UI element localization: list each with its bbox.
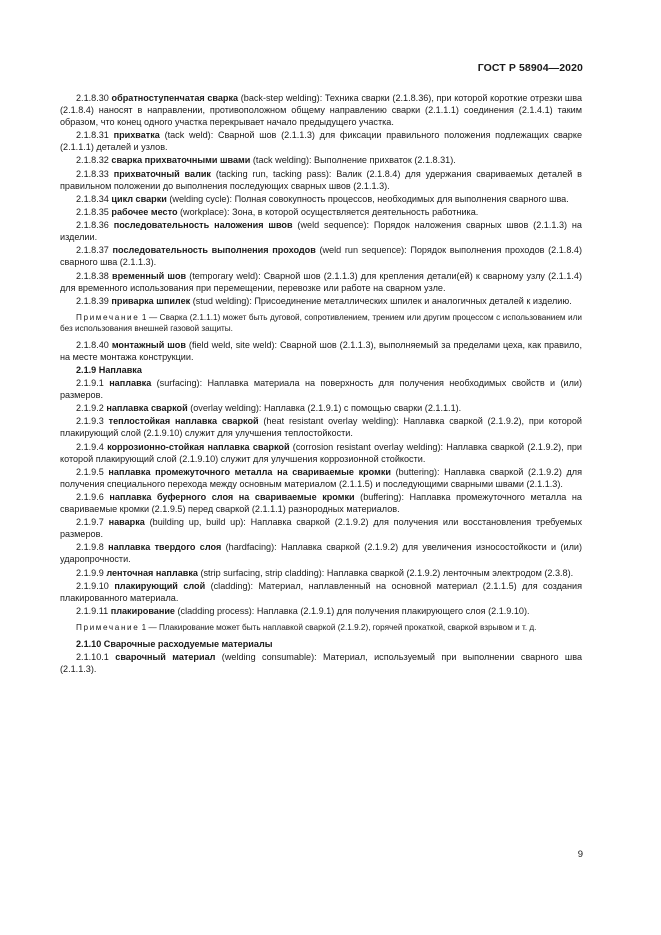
clause-number: 2.1.9.9: [76, 567, 104, 578]
term: последовательность наложения швов: [113, 220, 293, 231]
definition-text: (field weld, site weld): Сварной шов (2.1.1.3), выполняемый за пределами цеха, как правило, на месте монтажа конструкции.: [60, 339, 583, 362]
definition-paragraph: [60, 605, 582, 617]
definition-text: (workplace): Зона, в которой осуществляется деятельность работника.: [177, 206, 479, 217]
clause-number: 2.1.9.3: [76, 416, 104, 427]
note-paragraph: [60, 312, 582, 334]
clause-number: 2.1.9.7: [76, 517, 104, 528]
definition-paragraph: [60, 580, 582, 604]
term: плакирование: [110, 605, 175, 616]
definition-paragraph: [60, 339, 582, 363]
note-paragraph: [60, 622, 582, 633]
note-label: Примечание: [76, 312, 140, 322]
term: наплавка твердого слоя: [108, 542, 222, 553]
definition-paragraph: [60, 541, 582, 565]
term: рабочее место: [111, 206, 178, 217]
definition-text: (tacking run, tacking pass): Валик (2.1.8.4) для удержания свариваемых деталей в правильном положении до выполнения последующих сварных швов (2.1.1.3).: [60, 168, 582, 191]
term: теплостойкая наплавка сваркой: [108, 416, 259, 427]
term: сварочный материал: [115, 652, 216, 663]
clause-number: 2.1.8.40: [76, 339, 109, 350]
term: наплавка промежуточного металла на свариваемые кромки: [108, 466, 391, 477]
clause-number: 2.1.9.10: [76, 580, 109, 591]
clause-number: 2.1.9.5: [76, 466, 104, 477]
clause-number: 2.1.9.11: [76, 605, 109, 616]
clause-number: 2.1.8.30: [76, 93, 109, 103]
definition-paragraph: [60, 295, 582, 307]
definition-paragraph: [60, 441, 582, 465]
definition-text: (welding consumable): Материал, используемый при выполнении сварного шва (2.1.1.3).: [60, 652, 583, 675]
clause-number: 2.1.9.6: [76, 492, 104, 502]
definition-paragraph: [60, 168, 582, 192]
definition-paragraph: [60, 402, 582, 414]
term: прихваточный валик: [113, 168, 211, 179]
definition-paragraph: [60, 154, 582, 166]
clause-number: 2.1.8.38: [76, 270, 109, 281]
definition-paragraph: [60, 466, 582, 490]
definition-text: (weld sequence): Порядок наложения сварных швов (2.1.1.3) на изделии.: [60, 220, 582, 243]
term: плакирующий слой: [114, 580, 206, 591]
clause-number: 2.1.8.32: [76, 155, 109, 166]
definition-text: (corrosion resistant overlay welding): Наплавка сваркой (2.1.9.2), при которой плакирующий слой (2.1.9.10) служит для улучшения коррозионной стойкости.: [60, 441, 583, 464]
clause-number: 2.1.8.31: [76, 130, 109, 141]
clause-number: 2.1.8.39: [76, 295, 109, 306]
term: монтажный шов: [111, 339, 186, 350]
term: временный шов: [112, 270, 187, 281]
clause-number: 2.1.8.33: [76, 168, 109, 179]
clause-number: 2.1.9.2: [76, 403, 104, 414]
clause-number: 2.1.9.8: [76, 542, 104, 553]
section-heading: 2.1.9 Наплавка: [76, 364, 142, 375]
definition-paragraph: [60, 219, 582, 243]
term: коррозионно-стойкая наплавка сваркой: [107, 441, 290, 452]
term: наварка: [108, 517, 145, 528]
definition-paragraph: [60, 491, 582, 515]
definition-text: (welding cycle): Полная совокупность процессов, необходимых для выполнения сварного шва.: [166, 193, 569, 204]
section-heading: 2.1.10 Сварочные расходуемые материалы: [76, 638, 273, 649]
definition-text: (building up, build up): Наплавка сваркой (2.1.9.2) для получения или восстановления требуемых размеров.: [60, 517, 583, 540]
definition-paragraph: [60, 244, 582, 268]
definition-text: (stud welding): Присоединение металлических шпилек и аналогичных деталей к изделию.: [190, 295, 572, 306]
definition-text: (buffering): Наплавка промежуточного металла на свариваемые кромки (2.1.9.5) перед сваркой (2.1.1.1) разнородных материалов.: [60, 492, 582, 514]
term: обратноступенчатая сварка: [111, 93, 239, 103]
term: ленточная наплавка: [106, 567, 198, 578]
clause-number: 2.1.8.36: [76, 220, 109, 231]
term: наплавка: [109, 378, 152, 389]
definition-text: (buttering): Наплавка сваркой (2.1.9.2) для получения специального перехода между основным материалом (2.1.1.5) и последующими сварными швами (2.1.1.3).: [60, 466, 582, 489]
definition-text: (temporary weld): Сварной шов (2.1.1.3) для крепления детали(ей) к сварному узлу (2.1.1.4) для временного использования при перемещении, перевозке или работе на сварном узле.: [60, 270, 582, 293]
term: сварка прихваточными швами: [111, 155, 251, 166]
definition-paragraph: [60, 377, 582, 401]
definition-text: (tack weld): Сварной шов (2.1.1.3) для фиксации правильного положения подлежащих сварке (2.1.1.1) деталей и узлов.: [60, 130, 582, 153]
definition-paragraph: [60, 92, 582, 128]
term: последовательность выполнения проходов: [112, 245, 316, 256]
definition-paragraph: [60, 129, 582, 153]
note-label: Примечание: [76, 622, 140, 632]
definition-text: (weld run sequence): Порядок выполнения проходов (2.1.8.4) сварного шва (2.1.1.3).: [60, 245, 583, 268]
definition-text: (heat resistant overlay welding): Наплавка сваркой (2.1.9.2), при которой плакирующий слой (2.1.9.10) служит для улучшения теплостойкости.: [60, 416, 582, 439]
definition-paragraph: [60, 193, 582, 205]
definition-paragraph: [60, 516, 582, 540]
term: прихватка: [113, 130, 160, 141]
definition-paragraph: [60, 567, 582, 579]
page-number: 9: [577, 849, 583, 860]
clause-number: 2.1.10.1: [76, 652, 109, 663]
definition-paragraph: [60, 270, 582, 294]
document-header: ГОСТ Р 58904—2020: [477, 62, 583, 74]
definition-text: (strip surfacing, strip cladding): Наплавка сваркой (2.1.9.2) ленточным электродом (2.3.8).: [197, 567, 574, 578]
definition-text: (tack welding): Выполнение прихваток (2.1.8.31).: [250, 155, 456, 166]
clause-number: 2.1.9.4: [76, 441, 104, 452]
clause-number: 2.1.8.34: [76, 193, 109, 204]
definition-paragraph: [60, 415, 582, 439]
definition-paragraph: [60, 651, 582, 675]
note-text: 1 — Сварка (2.1.1.1) может быть дуговой, сопротивлением, трением или другим процессом с использованием или без использования внешней газовой защиты.: [60, 312, 582, 333]
note-text: 1 — Плакирование может быть наплавкой сваркой (2.1.9.2), горячей прокаткой, сваркой взрывом и т. д.: [139, 622, 537, 632]
clause-number: 2.1.8.37: [76, 245, 109, 256]
definition-text: (cladding process): Наплавка (2.1.9.1) для получения плакирующего слоя (2.1.9.10).: [174, 605, 530, 616]
clause-number: 2.1.9.1: [76, 378, 104, 389]
term: наплавка сваркой: [106, 403, 188, 414]
term: наплавка буферного слоя на свариваемые кромки: [109, 492, 355, 502]
document-body: [60, 92, 582, 676]
definition-text: (hardfacing): Наплавка сваркой (2.1.9.2) для увеличения износостойкости и (или) ударопрочности.: [60, 542, 582, 565]
clause-number: 2.1.8.35: [76, 206, 109, 217]
definition-text: (overlay welding): Наплавка (2.1.9.1) с помощью сварки (2.1.1.1).: [187, 403, 462, 414]
definition-paragraph: [60, 206, 582, 218]
definition-text: (cladding): Материал, наплавленный на основной материал (2.1.1.5) для создания плакированного материала.: [60, 580, 583, 603]
definition-text: (back-step welding): Техника сварки (2.1.8.36), при которой короткие отрезки шва (2.1.8.4) наносят в направлении, противоположном общему направлению сварки (2.1.1.1) соединения (2.1.4.1) таким образом, что конец одного участка перекрывает начало предыдущего участка.: [60, 93, 582, 127]
definition-text: (surfacing): Наплавка материала на поверхность для получения необходимых свойств и (или) размеров.: [60, 378, 582, 401]
term: приварка шпилек: [111, 295, 191, 306]
term: цикл сварки: [111, 193, 167, 204]
